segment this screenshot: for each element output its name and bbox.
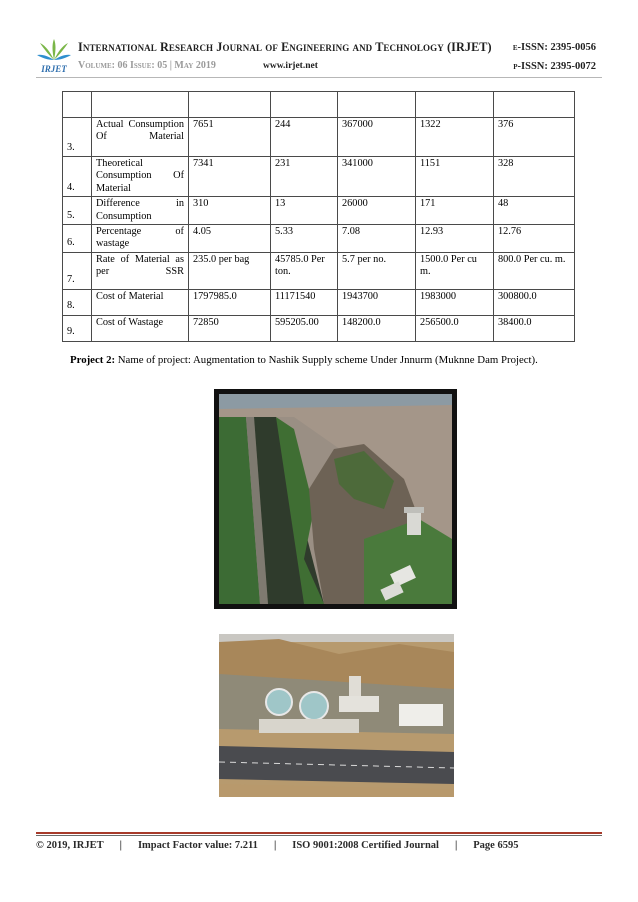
volume-issue: Volume: 06 Issue: 05 | May 2019 <box>78 60 216 71</box>
treatment-plant-photo <box>219 634 454 797</box>
table-row <box>63 92 575 118</box>
aerial-dam-photo <box>214 389 457 609</box>
footer-divider <box>36 832 602 834</box>
table-cell: 1151 <box>416 157 494 197</box>
footer-separator: | <box>454 840 458 851</box>
journal-title: International Research Journal of Engineering and Technology (IRJET) <box>78 40 492 54</box>
table-cell: 148200.0 <box>338 315 416 341</box>
p-issn: p-ISSN: 2395-0072 <box>513 61 596 72</box>
footer-iso: ISO 9001:2008 Certified Journal <box>292 840 439 851</box>
table-cell: 12.76 <box>494 225 575 253</box>
item-description: Percentage of wastage <box>92 225 189 253</box>
table-cell <box>416 92 494 118</box>
footer-copyright: © 2019, IRJET <box>36 840 104 851</box>
table-cell: 1797985.0 <box>189 289 271 315</box>
table-cell: 256500.0 <box>416 315 494 341</box>
table-cell: 7651 <box>189 118 271 157</box>
table-cell: 367000 <box>338 118 416 157</box>
table-cell: 7341 <box>189 157 271 197</box>
table-cell: 1983000 <box>416 289 494 315</box>
footer-impact-factor: Impact Factor value: 7.211 <box>137 840 258 851</box>
material-consumption-table <box>62 91 575 342</box>
table-row <box>63 225 575 253</box>
table-row <box>63 197 575 225</box>
table-cell: 231 <box>271 157 338 197</box>
table-cell: 1500.0 Per cu m. <box>416 252 494 289</box>
item-description: Cost of Wastage <box>92 315 189 341</box>
e-issn: e-ISSN: 2395-0056 <box>512 42 596 53</box>
serial-number: 3. <box>63 118 92 157</box>
table-cell: 38400.0 <box>494 315 575 341</box>
table-cell: 45785.0 Per ton. <box>271 252 338 289</box>
serial-number: 9. <box>63 315 92 341</box>
table-cell: 7.08 <box>338 225 416 253</box>
table-cell <box>63 92 92 118</box>
table-row <box>63 289 575 315</box>
serial-number: 8. <box>63 289 92 315</box>
table-cell: 800.0 Per cu. m. <box>494 252 575 289</box>
table-cell: 341000 <box>338 157 416 197</box>
table-cell <box>271 92 338 118</box>
table-cell: 300800.0 <box>494 289 575 315</box>
page-footer <box>36 840 602 851</box>
table-cell: 5.7 per no. <box>338 252 416 289</box>
header-divider <box>36 77 602 78</box>
table-cell <box>189 92 271 118</box>
project-caption <box>70 354 590 366</box>
table-cell: 171 <box>416 197 494 225</box>
table-row <box>63 157 575 197</box>
table-cell: 13 <box>271 197 338 225</box>
table-cell: 11171540 <box>271 289 338 315</box>
footer-separator: | <box>119 840 122 851</box>
table-cell: 1322 <box>416 118 494 157</box>
footer-separator: | <box>273 840 277 851</box>
footer-page-number: Page 6595 <box>473 840 519 851</box>
serial-number: 6. <box>63 225 92 253</box>
table-cell <box>92 92 189 118</box>
table-row <box>63 315 575 341</box>
table-cell: 5.33 <box>271 225 338 253</box>
logo-text: IRJET <box>41 64 67 74</box>
table-cell <box>338 92 416 118</box>
table-row <box>63 118 575 157</box>
table-cell: 376 <box>494 118 575 157</box>
irjet-logo <box>36 38 72 76</box>
item-description: Actual Consumption Of Material <box>92 118 189 157</box>
project-text: Name of project: Augmentation to Nashik Supply scheme Under Jnnurm (Muknne Dam Project). <box>115 354 538 366</box>
project-label: Project 2: <box>70 354 116 366</box>
serial-number: 7. <box>63 252 92 289</box>
table-cell: 26000 <box>338 197 416 225</box>
footer-divider-thin <box>36 835 602 836</box>
table-cell: 595205.00 <box>271 315 338 341</box>
table-row <box>63 252 575 289</box>
item-description: Cost of Material <box>92 289 189 315</box>
table-cell: 48 <box>494 197 575 225</box>
table-cell: 72850 <box>189 315 271 341</box>
item-description: Rate of Material as per SSR <box>92 252 189 289</box>
table-cell: 235.0 per bag <box>189 252 271 289</box>
table-cell: 12.93 <box>416 225 494 253</box>
table-cell: 244 <box>271 118 338 157</box>
item-description: Theoretical Consumption Of Material <box>92 157 189 197</box>
journal-website[interactable]: www.irjet.net <box>263 61 318 71</box>
table-cell: 310 <box>189 197 271 225</box>
table-cell <box>494 92 575 118</box>
table-cell: 4.05 <box>189 225 271 253</box>
item-description: Difference in Consumption <box>92 197 189 225</box>
serial-number: 5. <box>63 197 92 225</box>
table-cell: 1943700 <box>338 289 416 315</box>
serial-number: 4. <box>63 157 92 197</box>
table-cell: 328 <box>494 157 575 197</box>
